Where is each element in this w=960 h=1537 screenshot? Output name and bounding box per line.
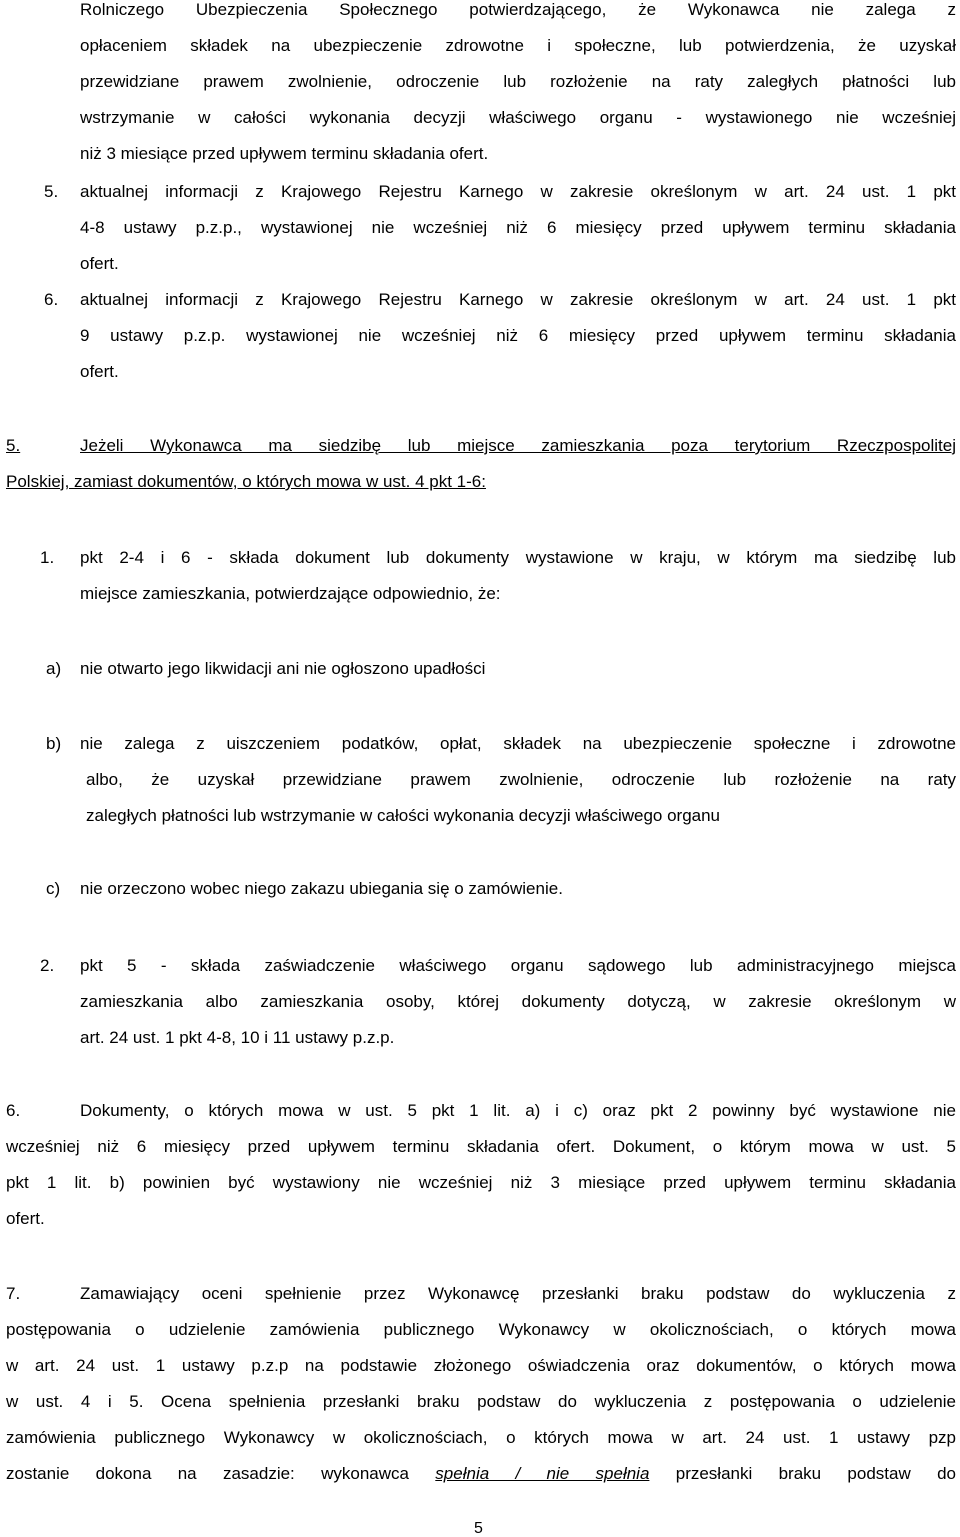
item-6-line-3: ofert. bbox=[80, 362, 119, 381]
sub-2-number: 2. bbox=[40, 956, 55, 975]
letter-c-label: c) bbox=[46, 879, 61, 898]
item-6-line-1: aktualnej informacji z Krajowego Rejestru Karnego w zakresie określonym w art. 24 ust. 1 pkt bbox=[80, 290, 956, 309]
section-7-line-2: postępowania o udzielenie zamówienia publicznego Wykonawcy w okolicznościach, o których mowa bbox=[6, 1320, 956, 1339]
item-5-line-1: aktualnej informacji z Krajowego Rejestru Karnego w zakresie określonym w art. 24 ust. 1 pkt bbox=[80, 182, 956, 201]
section-7-last-pre: zostanie dokona na zasadzie: wykonawca bbox=[6, 1464, 409, 1483]
intro-line-3: przewidziane prawem zwolnienie, odroczenie lub rozłożenie na raty zaległych płatności lub bbox=[80, 72, 956, 91]
intro-line-4: wstrzymanie w całości wykonania decyzji właściwego organu - wystawionego nie wcześniej bbox=[80, 108, 956, 127]
sub-1-line-1: pkt 2-4 i 6 - składa dokument lub dokumenty wystawione w kraju, w którym ma siedzibę lub bbox=[80, 548, 956, 567]
section-7-number: 7. bbox=[6, 1284, 21, 1303]
letter-b-label: b) bbox=[46, 734, 62, 753]
section-7-emphasis: spełnia / nie spełnia bbox=[435, 1464, 650, 1483]
letter-a-text: nie otwarto jego likwidacji ani nie ogłoszono upadłości bbox=[80, 659, 486, 678]
page-number: 5 bbox=[474, 1520, 483, 1537]
item-5-number: 5. bbox=[44, 182, 59, 201]
letter-c-text: nie orzeczono wobec niego zakazu ubiegania się o zamówienie. bbox=[80, 879, 563, 898]
sub-1-number: 1. bbox=[40, 548, 55, 567]
section-6-line-2: wcześniej niż 6 miesięcy przed upływem terminu składania ofert. Dokument, o którym mowa w ust. 5 bbox=[6, 1137, 956, 1156]
item-6-line-2: 9 ustawy p.z.p. wystawionej nie wcześniej niż 6 miesięcy przed upływem terminu składania bbox=[80, 326, 956, 345]
section-7-line-4: w ust. 4 i 5. Ocena spełnienia przesłanki braku podstaw do wykluczenia z postępowania o udzielenie bbox=[6, 1392, 956, 1411]
sub-2-line-2: zamieszkania albo zamieszkania osoby, której dokumenty dotyczą, w zakresie określonym w bbox=[80, 992, 956, 1011]
sub-2-line-3: art. 24 ust. 1 pkt 4-8, 10 i 11 ustawy p.z.p. bbox=[80, 1028, 395, 1047]
section-6-line-4: ofert. bbox=[6, 1209, 45, 1228]
section-7-line-5: zamówienia publicznego Wykonawcy w okolicznościach, o których mowa w art. 24 ust. 1 ustawy pzp bbox=[6, 1428, 956, 1447]
section-7-line-3: w art. 24 ust. 1 ustawy p.z.p na podstawie złożonego oświadczenia oraz dokumentów, o których mowa bbox=[6, 1356, 956, 1375]
section-6-line-3: pkt 1 lit. b) powinien być wystawiony nie wcześniej niż 3 miesiące przed upływem terminu składania bbox=[6, 1173, 956, 1192]
section-6-number: 6. bbox=[6, 1101, 21, 1120]
section-6-line-1: Dokumenty, o których mowa w ust. 5 pkt 1 lit. a) i c) oraz pkt 2 powinny być wystawione nie bbox=[80, 1101, 956, 1120]
section-5-line-2: Polskiej, zamiast dokumentów, o których mowa w ust. 4 pkt 1-6: bbox=[6, 472, 486, 491]
section-7-last-post: przesłanki braku podstaw do bbox=[675, 1464, 956, 1483]
letter-b-line-1: nie zalega z uiszczeniem podatków, opłat, składek na ubezpieczenie społeczne i zdrowotne bbox=[80, 734, 956, 753]
intro-line-1: Rolniczego Ubezpieczenia Społecznego potwierdzającego, że Wykonawca nie zalega z bbox=[80, 0, 956, 19]
item-6-number: 6. bbox=[44, 290, 59, 309]
item-5-line-3: ofert. bbox=[80, 254, 119, 273]
letter-b-line-2: albo, że uzyskał przewidziane prawem zwolnienie, odroczenie lub rozłożenie na raty bbox=[86, 770, 956, 789]
section-7-line-1: Zamawiający oceni spełnienie przez Wykonawcę przesłanki braku podstaw do wykluczenia z bbox=[80, 1284, 956, 1303]
section-5-number: 5. bbox=[6, 436, 21, 455]
sub-2-line-1: pkt 5 - składa zaświadczenie właściwego organu sądowego lub administracyjnego miejsca bbox=[80, 956, 956, 975]
letter-a-label: a) bbox=[46, 659, 62, 678]
section-5-line-1: Jeżeli Wykonawca ma siedzibę lub miejsce zamieszkania poza terytorium Rzeczpospolitej bbox=[80, 436, 956, 455]
sub-1-line-2: miejsce zamieszkania, potwierdzające odpowiednio, że: bbox=[80, 584, 501, 603]
item-5-line-2: 4-8 ustawy p.z.p., wystawionej nie wcześniej niż 6 miesięcy przed upływem terminu składania bbox=[80, 218, 956, 237]
letter-b-line-3: zaległych płatności lub wstrzymanie w całości wykonania decyzji właściwego organu bbox=[86, 806, 721, 825]
intro-line-5: niż 3 miesiące przed upływem terminu składania ofert. bbox=[80, 144, 489, 163]
section-7-line-6 bbox=[6, 1464, 956, 1484]
intro-line-2: opłaceniem składek na ubezpieczenie zdrowotne i społeczne, lub potwierdzenia, że uzyskał bbox=[80, 36, 956, 55]
